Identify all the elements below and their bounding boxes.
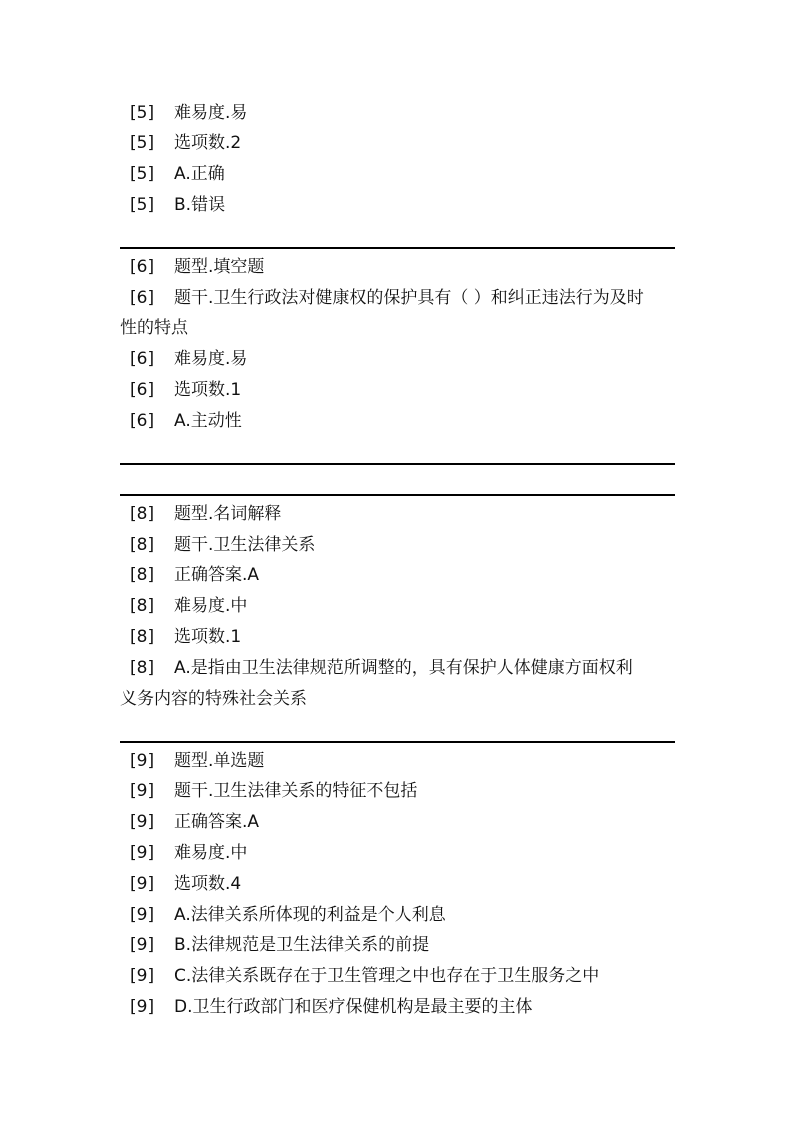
question-8-answer: [8] 正确答案.A <box>130 565 260 585</box>
question-6-stem-continued: 性的特点 <box>120 318 188 338</box>
divider-rule <box>120 247 675 249</box>
question-8-difficulty: [8] 难易度.中 <box>130 596 248 616</box>
question-6-difficulty: [6] 难易度.易 <box>130 349 248 369</box>
question-8-type: [8] 题型.名词解释 <box>130 504 282 524</box>
question-8-option-a: [8] A.是指由卫生法律规范所调整的，具有保护人体健康方面权利 <box>130 658 633 678</box>
question-5-option-a: [5] A.正确 <box>130 164 225 184</box>
question-8-option-count: [8] 选项数.1 <box>130 627 242 647</box>
question-9-type: [9] 题型.单选题 <box>130 751 265 771</box>
question-6-option-a: [6] A.主动性 <box>130 411 242 431</box>
question-9-option-b: [9] B.法律规范是卫生法律关系的前提 <box>130 935 430 955</box>
question-5-difficulty: [5] 难易度.易 <box>130 103 248 123</box>
question-6-stem: [6] 题干.卫生行政法对健康权的保护具有（ ）和纠正违法行为及时 <box>130 288 644 308</box>
question-5-option-count: [5] 选项数.2 <box>130 133 242 153</box>
question-9-option-a: [9] A.法律关系所体现的利益是个人利息 <box>130 905 446 925</box>
question-6-option-count: [6] 选项数.1 <box>130 380 242 400</box>
question-9-option-d: [9] D.卫生行政部门和医疗保健机构是最主要的主体 <box>130 997 533 1017</box>
question-9-stem: [9] 题干.卫生法律关系的特征不包括 <box>130 781 418 801</box>
question-8-stem: [8] 题干.卫生法律关系 <box>130 535 316 555</box>
question-9-option-c: [9] C.法律关系既存在于卫生管理之中也存在于卫生服务之中 <box>130 966 600 986</box>
question-6-type: [6] 题型.填空题 <box>130 257 265 277</box>
question-8-option-a-continued: 义务内容的特殊社会关系 <box>120 689 307 709</box>
question-9-difficulty: [9] 难易度.中 <box>130 843 248 863</box>
question-9-option-count: [9] 选项数.4 <box>130 874 242 894</box>
divider-rule <box>120 463 675 465</box>
question-9-answer: [9] 正确答案.A <box>130 812 260 832</box>
question-5-option-b: [5] B.错误 <box>130 195 226 215</box>
divider-rule <box>120 741 675 743</box>
divider-rule <box>120 494 675 496</box>
